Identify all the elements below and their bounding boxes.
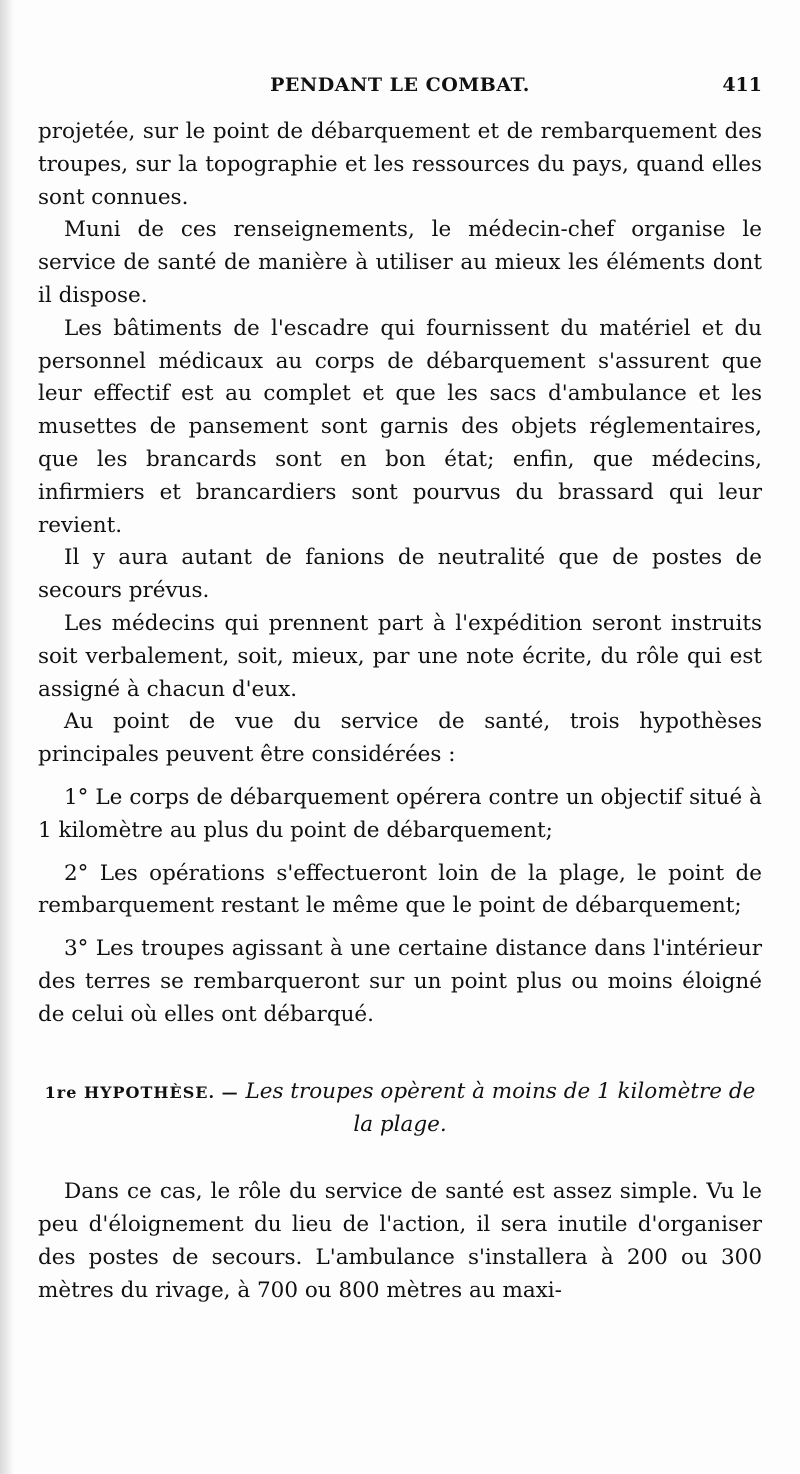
paragraph: Les médecins qui prennent part à l'expédition seront instruits soit verbalement, soit, mieux, par une note écrite, du rôle qui est assigné à chacun d'eux. bbox=[38, 610, 762, 702]
body-text bbox=[38, 116, 762, 1307]
page-number: 411 bbox=[722, 74, 762, 96]
page-header bbox=[38, 74, 762, 104]
paragraph: Il y aura autant de fanions de neutralité que de postes de secours prévus. bbox=[38, 545, 762, 604]
hypothesis-item-3: 3° Les troupes agissant à une certaine distance dans l'intérieur des terres se rembarqueront sur un point plus ou moins éloigné de celui où elles ont débarqué. bbox=[38, 936, 762, 1027]
hypothesis-item-2: 2° Les opérations s'effectueront loin de la plage, le point de rembarquement restant le même que le point de débarquement; bbox=[38, 860, 762, 919]
page-edge-shadow bbox=[0, 0, 14, 1474]
section-label: 1re HYPOTHÈSE. — bbox=[44, 1082, 239, 1102]
running-head: PENDANT LE COMBAT. bbox=[270, 74, 530, 96]
closing-paragraph: Dans ce cas, le rôle du service de santé est assez simple. Vu le peu d'éloignement du lieu de l'action, il sera inutile d'organiser des postes de secours. L'ambulance s'installera à 200 ou 300 mètres du rivage, à 700 ou 800 mètres au maxi- bbox=[38, 1179, 762, 1303]
hypothesis-item-1: 1° Le corps de débarquement opérera contre un objectif situé à 1 kilomètre au plus du point de débarquement; bbox=[38, 784, 762, 843]
paragraph-continuation: projetée, sur le point de débarquement et de rembarquement des troupes, sur la topographie et les ressources du pays, quand elles sont connues. bbox=[38, 119, 762, 210]
paragraph: Muni de ces renseignements, le médecin-chef organise le service de santé de manière à utiliser au mieux les éléments dont il dispose. bbox=[38, 217, 762, 308]
section-heading bbox=[38, 1076, 762, 1143]
paragraph: Au point de vue du service de santé, trois hypothèses principales peuvent être considérées : bbox=[38, 709, 762, 768]
section-title: Les troupes opèrent à moins de 1 kilomètre de la plage. bbox=[245, 1078, 756, 1138]
paragraph: Les bâtiments de l'escadre qui fournissent du matériel et du personnel médicaux au corps de débarquement s'assurent que leur effectif est au complet et que les sacs d'ambulance et les musettes de pansement sont garnis des objets réglementaires, que les brancards sont en bon état; enfin, que médecins, infirmiers et brancardiers sont pourvus du brassard qui leur revient. bbox=[38, 315, 762, 538]
